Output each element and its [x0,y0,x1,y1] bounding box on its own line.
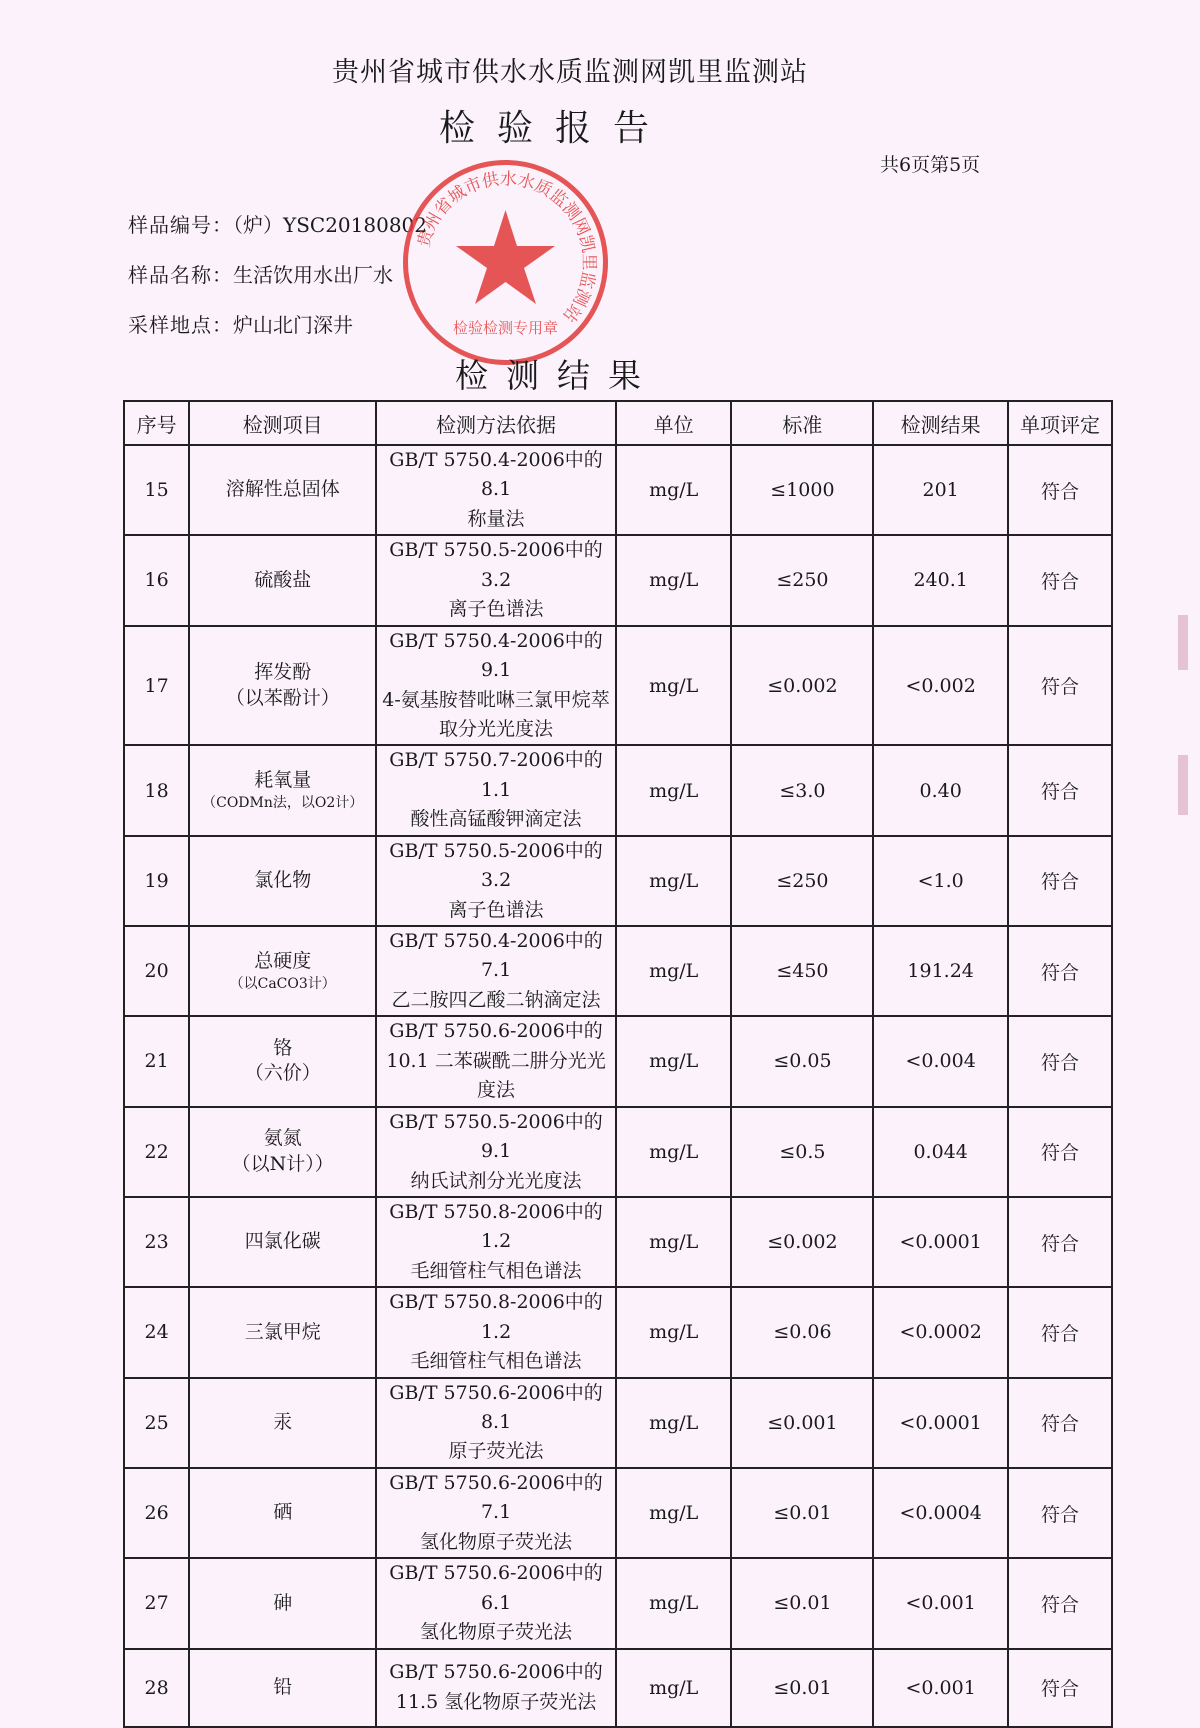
test-item-name: 砷 [273,1591,293,1614]
header-no: 序号 [124,401,189,445]
table-row [124,1468,1112,1558]
method-standard: GB/T 5750.4-2006中的9.1 [389,629,603,682]
sampling-site-line [128,309,353,338]
test-method [376,1558,616,1648]
method-standard: GB/T 5750.8-2006中的1.2 [389,1200,603,1253]
test-item [189,836,376,926]
evaluation-cell: 符合 [1008,1197,1112,1287]
unit-cell: mg/L [616,445,732,535]
test-method [376,836,616,926]
method-standard: GB/T 5750.6-2006中的8.1 [389,1381,603,1433]
row-number: 23 [124,1197,189,1287]
header-unit: 单位 [616,401,732,445]
table-row [124,1378,1112,1468]
scan-edge-mark [1178,615,1188,670]
sampling-site-label: 采样地点： [128,313,233,337]
test-item-note: （以CaCO3计） [229,975,336,992]
evaluation-cell: 符合 [1008,1649,1112,1727]
test-item-name: 耗氧量 [254,769,312,792]
test-item-note: （六价） [244,1062,321,1085]
standard-cell: ≤0.001 [731,1378,873,1468]
evaluation-cell: 符合 [1008,1558,1112,1648]
method-name: 称量法 [467,507,525,530]
results-section-title: 检测结果 [455,356,659,395]
standard-cell: ≤0.01 [731,1558,873,1648]
unit-cell: mg/L [616,745,732,835]
evaluation-cell: 符合 [1008,1468,1112,1558]
test-item [189,535,376,625]
test-item-name: 四氯化碳 [244,1230,321,1253]
method-name: 酸性高锰酸钾滴定法 [410,808,582,831]
method-standard: GB/T 5750.7-2006中的1.1 [389,749,603,801]
test-method [376,1378,616,1468]
method-standard: GB/T 5750.4-2006中的8.1 [389,449,603,501]
standard-cell: ≤0.01 [731,1468,873,1558]
method-standard: GB/T 5750.5-2006中的3.2 [389,539,603,591]
standard-cell: ≤0.06 [731,1287,873,1377]
test-item-note: （以N计）） [231,1152,334,1175]
header-standard: 标准 [731,401,873,445]
result-cell: <0.0001 [873,1197,1008,1287]
seal-ring-text: 贵州省城市供水水质监测网凯里监测站 [414,169,599,326]
standard-cell: ≤450 [731,926,873,1016]
evaluation-cell: 符合 [1008,1378,1112,1468]
sample-name-line [128,259,393,288]
method-standard: GB/T 5750.6-2006中的7.1 [389,1471,603,1524]
test-item-name: 溶解性总固体 [225,478,340,501]
official-seal-stamp [398,155,613,370]
unit-cell: mg/L [616,926,732,1016]
test-item-name: 三氯甲烷 [244,1320,321,1343]
table-row [124,445,1112,535]
method-name: 原子荧光法 [448,1440,544,1463]
test-item [189,745,376,835]
row-number: 20 [124,926,189,1016]
test-method [376,626,616,746]
result-cell: 191.24 [873,926,1008,1016]
method-name: 氢化物原子荧光法 [420,1530,573,1553]
method-standard: GB/T 5750.8-2006中的1.2 [389,1291,603,1343]
test-item-name: 氯化物 [254,869,312,892]
row-number: 24 [124,1287,189,1377]
test-item-name: 氨氮 [263,1127,302,1150]
standard-cell: ≤0.01 [731,1649,873,1727]
row-number: 28 [124,1649,189,1727]
test-item-name: 硒 [273,1501,293,1524]
method-name: 毛细管柱气相色谱法 [410,1259,582,1282]
method-standard: GB/T 5750.6-2006中的6.1 [389,1562,603,1614]
sample-id-line [128,209,427,238]
header-evaluation: 单项评定 [1008,401,1112,445]
sample-name-label: 样品名称： [128,263,233,287]
evaluation-cell: 符合 [1008,445,1112,535]
unit-cell: mg/L [616,626,732,746]
row-number: 16 [124,535,189,625]
organization-title: 贵州省城市供水水质监测网凯里监测站 [332,57,808,88]
unit-cell: mg/L [616,1468,732,1558]
row-number: 22 [124,1107,189,1197]
row-number: 25 [124,1378,189,1468]
method-name: 氢化物原子荧光法 [420,1621,573,1644]
result-cell: <0.0001 [873,1378,1008,1468]
test-method [376,1197,616,1287]
test-item [189,926,376,1016]
result-cell: <0.001 [873,1649,1008,1727]
test-method [376,1649,616,1727]
test-item-name: 硫酸盐 [254,568,312,591]
method-standard: GB/T 5750.4-2006中的7.1 [389,930,603,982]
method-standard: GB/T 5750.6-2006中的 [389,1020,603,1043]
table-row [124,926,1112,1016]
test-method [376,445,616,535]
document-title: 检验报告 [438,108,671,149]
method-standard: GB/T 5750.6-2006中的 [389,1661,603,1684]
test-item-name: 铬 [273,1036,293,1059]
unit-cell: mg/L [616,1649,732,1727]
seal-star-icon [456,210,555,304]
test-method [376,745,616,835]
standard-cell: ≤0.002 [731,1197,873,1287]
test-item-note: （以苯酚计） [225,686,340,709]
header-method: 检测方法依据 [376,401,616,445]
standard-cell: ≤3.0 [731,745,873,835]
result-cell: <0.0002 [873,1287,1008,1377]
table-row [124,1197,1112,1287]
header-item: 检测项目 [189,401,376,445]
result-cell: <1.0 [873,836,1008,926]
sampling-site-value: 炉山北门深井 [233,313,353,337]
test-item-name: 汞 [273,1410,293,1433]
method-name: 10.1 二苯碳酰二肼分光光度法 [386,1049,606,1102]
test-item [189,1016,376,1106]
evaluation-cell: 符合 [1008,626,1112,746]
evaluation-cell: 符合 [1008,535,1112,625]
result-cell: <0.004 [873,1016,1008,1106]
unit-cell: mg/L [616,1558,732,1648]
method-standard: GB/T 5750.5-2006中的3.2 [389,839,603,892]
evaluation-cell: 符合 [1008,1016,1112,1106]
method-name: 4-氨基胺替吡啉三氯甲烷萃取分光光度法 [382,688,610,740]
result-cell: 201 [873,445,1008,535]
sample-id-label: 样品编号： [128,213,233,237]
standard-cell: ≤250 [731,836,873,926]
table-row [124,1107,1112,1197]
test-method [376,1107,616,1197]
seal-bottom-text: 检验检测专用章 [452,319,559,337]
result-cell: <0.0004 [873,1468,1008,1558]
test-method [376,1016,616,1106]
row-number: 27 [124,1558,189,1648]
standard-cell: ≤0.05 [731,1016,873,1106]
row-number: 15 [124,445,189,535]
scan-edge-mark [1178,755,1188,815]
table-row [124,745,1112,835]
standard-cell: ≤0.002 [731,626,873,746]
evaluation-cell: 符合 [1008,1287,1112,1377]
unit-cell: mg/L [616,1197,732,1287]
row-number: 21 [124,1016,189,1106]
method-standard: GB/T 5750.5-2006中的9.1 [389,1110,603,1163]
page-info: 共6页第5页 [880,154,981,176]
test-item-name: 挥发酚 [254,660,312,683]
row-number: 18 [124,745,189,835]
method-name: 离子色谱法 [448,898,544,921]
test-item-name: 铅 [273,1675,293,1698]
row-number: 17 [124,626,189,746]
unit-cell: mg/L [616,1107,732,1197]
method-name: 毛细管柱气相色谱法 [410,1350,582,1373]
results-header-row [124,401,1112,445]
evaluation-cell: 符合 [1008,836,1112,926]
test-item-name: 总硬度 [254,949,312,972]
unit-cell: mg/L [616,1016,732,1106]
unit-cell: mg/L [616,535,732,625]
test-method [376,1468,616,1558]
result-cell: 0.044 [873,1107,1008,1197]
table-row [124,1558,1112,1648]
test-item [189,1197,376,1287]
test-item [189,1558,376,1648]
table-row [124,535,1112,625]
unit-cell: mg/L [616,836,732,926]
header-result: 检测结果 [873,401,1008,445]
test-item-note: （CODMn法，以O2计） [202,794,364,811]
table-row [124,1287,1112,1377]
test-method [376,535,616,625]
results-table [123,400,1113,1728]
sample-name-value: 生活饮用水出厂水 [233,263,393,287]
table-row [124,1649,1112,1727]
table-row [124,836,1112,926]
test-item [189,626,376,746]
method-name: 离子色谱法 [448,598,544,621]
method-name: 11.5 氢化物原子荧光法 [395,1690,597,1713]
result-cell: <0.002 [873,626,1008,746]
test-method [376,926,616,1016]
test-item [189,1468,376,1558]
standard-cell: ≤0.5 [731,1107,873,1197]
unit-cell: mg/L [616,1378,732,1468]
row-number: 19 [124,836,189,926]
table-row [124,626,1112,746]
result-cell: 0.40 [873,745,1008,835]
row-number: 26 [124,1468,189,1558]
test-item [189,445,376,535]
result-cell: <0.001 [873,1558,1008,1648]
method-name: 纳氏试剂分光光度法 [410,1169,582,1192]
standard-cell: ≤1000 [731,445,873,535]
test-item [189,1649,376,1727]
evaluation-cell: 符合 [1008,1107,1112,1197]
unit-cell: mg/L [616,1287,732,1377]
evaluation-cell: 符合 [1008,926,1112,1016]
method-name: 乙二胺四乙酸二钠滴定法 [391,988,601,1011]
test-item [189,1287,376,1377]
result-cell: 240.1 [873,535,1008,625]
table-row [124,1016,1112,1106]
standard-cell: ≤250 [731,535,873,625]
test-item [189,1107,376,1197]
test-method [376,1287,616,1377]
sample-id-value: （炉）YSC20180802 [233,213,428,237]
evaluation-cell: 符合 [1008,745,1112,835]
test-item [189,1378,376,1468]
